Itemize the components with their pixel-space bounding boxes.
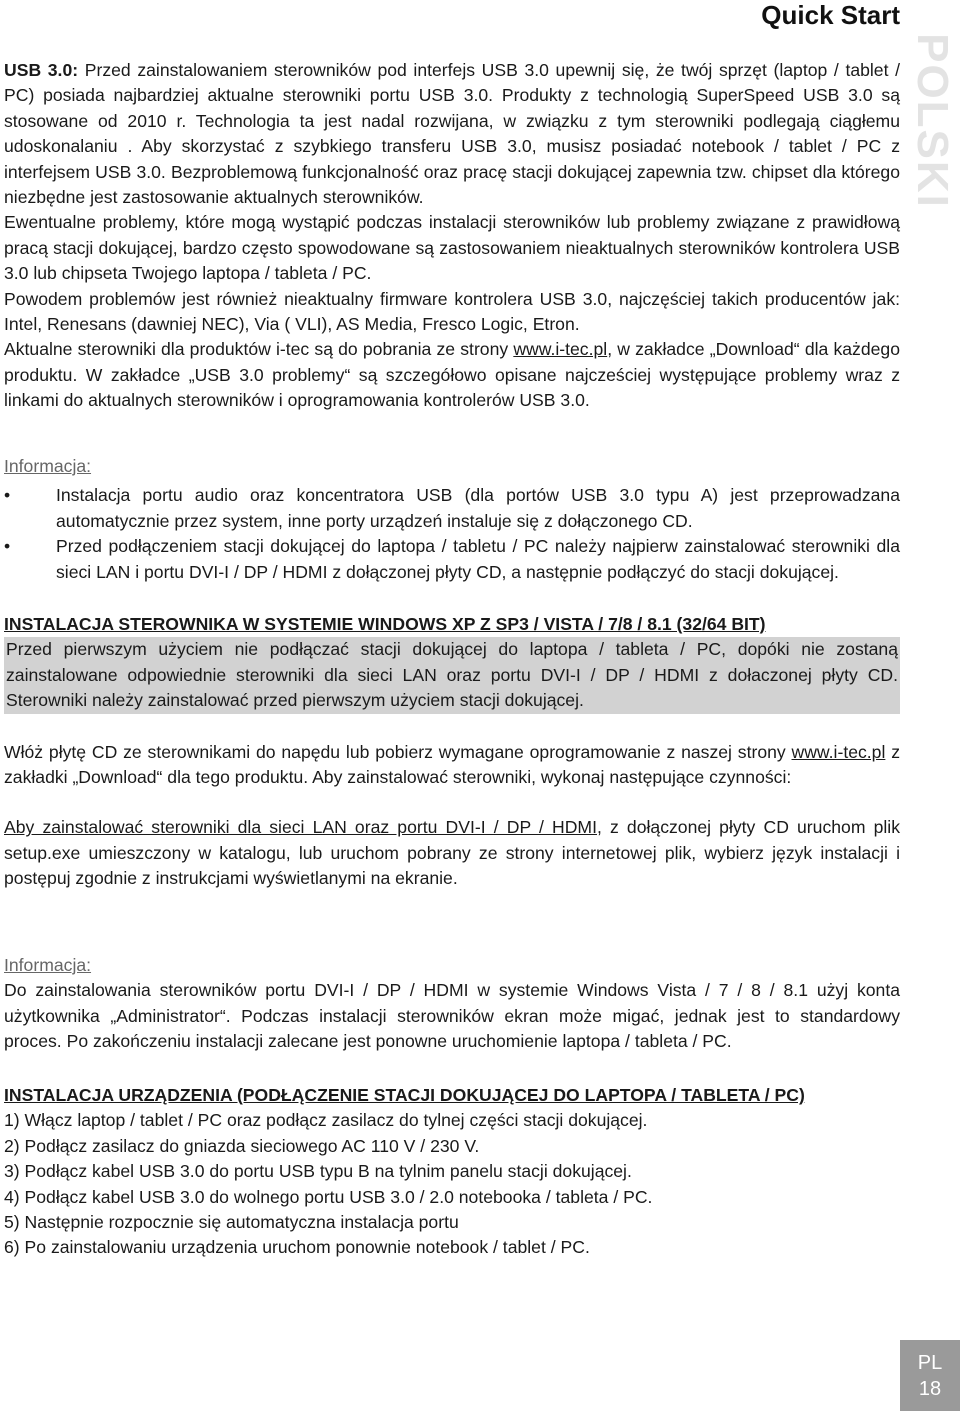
section-heading-device: INSTALACJA URZĄDZENIA (PODŁĄCZENIE STACJI DOKUJĄCEJ DO LAPTOPA / TABLETA / PC) <box>4 1085 805 1105</box>
cd-text-b: z zakładki „Download“ dla tego produktu. Aby zainstalować sterowniki, wykonaj następujące czynności: <box>4 741 900 788</box>
intro-paragraph-1 <box>4 58 900 210</box>
info-label-2: Informacja: <box>4 955 92 975</box>
info-text-2: Do zainstalowania sterowników portu DVI-I / DP / HDMI w systemie Windows Vista / 7 / 8 / 8.1 użyj konta użytkownika „Administrator“. Podczas instalacji sterowników ekran może migać, jednak jest to standardowy proces. Po zakończeniu instalacji zalecane jest ponowne uruchomienie laptopa / tableta / PC. <box>4 980 900 1052</box>
info-block-2 <box>4 953 900 1055</box>
install-step: 2) Podłącz zasilacz do gniazda sieciowego AC 110 V / 230 V. <box>4 1135 480 1156</box>
install-step: 5) Następnie rozpocznie się automatyczna instalacja portu <box>4 1212 459 1233</box>
info-bullet-text: Przed podłączeniem stacji dokującej do laptopa / tabletu / PC należy najpierw zainstalować sterowniki dla sieci LAN i portu DVI-I / DP / HDMI z dołączonej płyty CD, a następnie podłączyć do stacji dokującej. <box>56 536 900 582</box>
lan-driver-text: , z dołączonej płyty CD uruchom plik setup.exe umieszczony w katalogu, lub uruchom pobrany ze strony internetowej plik, wybierz język instalacji i postępuj zgodnie z instrukcjami wyświetlanymi na ekranie. <box>4 817 901 889</box>
side-language-text: POLSKI <box>908 33 957 209</box>
intro-paragraph-4 <box>4 337 900 413</box>
intro-text-4b: , w zakładce „Download“ dla każdego produktu. W zakładce „USB 3.0 problemy“ są szczegółowo opisane najcześciej występujące problemy wraz z linkami do aktualnych sterowników i oprogramowania kontrolerów USB 3.0. <box>4 339 900 411</box>
lan-driver-link: Aby zainstalować sterowniki dla sieci LAN oraz portu DVI-I / DP / HDMI <box>4 817 597 838</box>
driver-install-section <box>4 612 900 892</box>
website-link[interactable]: www.i-tec.pl <box>513 339 608 360</box>
warning-box: Przed pierwszym użyciem nie podłączać stacji dokującej do laptopa / tableta / PC, dopóki nie zostaną zainstalowane odpowiednie sterowniki dla sieci LAN oraz portu DVI-I / DP / HDMI z dołaczonej płyty CD. Sterowniki należy zainstalować przed pierwszym użyciem stacji dokującej. <box>4 637 900 713</box>
install-step: 4) Podłącz kabel USB 3.0 do wolnego portu USB 3.0 / 2.0 notebooka / tableta / PC. <box>4 1186 653 1207</box>
intro-text-4a: Aktualne sterowniki dla produktów i-tec są do pobrania ze strony <box>4 339 514 360</box>
install-steps-list <box>4 1108 900 1260</box>
intro-paragraph-2: Ewentualne problemy, które mogą wystąpić podczas instalacji sterowników lub problemy związane z prawidłową pracą stacji dokującej, bardzo często spowodowane są zastosowaniem nieaktualnych sterowników kontrolera USB 3.0 lub chipseta Twojego laptopa / tableta / PC. <box>4 212 900 284</box>
website-link-2[interactable]: www.i-tec.pl <box>791 741 886 762</box>
info-block-1 <box>4 454 900 585</box>
bullet-icon: • <box>4 536 11 557</box>
intro-section <box>4 58 900 414</box>
cd-instructions <box>4 740 900 791</box>
page-number-box <box>900 1340 960 1411</box>
page-header-title: Quick Start <box>761 0 900 30</box>
lan-driver-instructions <box>4 815 900 891</box>
intro-paragraph-3: Powodem problemów jest również nieaktualny firmware kontrolera USB 3.0, najczęściej takich producentów jak: Intel, Renesans (dawniej NEC), Via ( VLI), AS Media, Fresco Logic, Etron. <box>4 288 900 335</box>
footer-lang: PL <box>917 1352 943 1374</box>
device-install-section <box>4 1083 900 1261</box>
info-bullet-item <box>4 483 900 534</box>
install-step: 3) Podłącz kabel USB 3.0 do portu USB typu B na tylnim panelu stacji dokującej. <box>4 1161 632 1182</box>
install-step: 1) Włącz laptop / tablet / PC oraz podłącz zasilacz do tylnej części stacji dokującej. <box>4 1110 648 1131</box>
intro-text-1: Przed zainstalowaniem sterowników pod interfejs USB 3.0 upewnij się, że twój sprzęt (laptop / tablet / PC) posiada najbardziej aktualne sterowniki portu USB 3.0. Produkty z technologią SuperSpeed USB 3.0 są stosowane od 2010 r. Technologia ta jest nadal rozwijana, w związku z tym sterowniki podlegają ciągłemu udoskonalaniu . Aby skorzystać z szybkiego transferu USB 3.0, musisz posiadać notebook / tablet / PC z interfejsem USB 3.0. Bezproblemową funkcjonalność oraz pracę stacji dokującej zapewnia tzw. chipset dla którego niezbędne jest zastosowanie aktualnych sterowników. <box>4 60 901 208</box>
bullet-icon: • <box>4 485 11 506</box>
section-heading-driver: INSTALACJA STEROWNIKA W SYSTEMIE WINDOWS XP Z SP3 / VISTA / 7/8 / 8.1 (32/64 BIT) <box>4 614 766 634</box>
info-label: Informacja: <box>4 456 92 476</box>
usb-label: USB 3.0: <box>4 60 79 80</box>
install-step: 6) Po zainstalowaniu urządzenia uruchom ponownie notebook / tablet / PC. <box>4 1237 590 1258</box>
info-bullet-list <box>4 483 900 585</box>
side-language-label <box>904 33 960 209</box>
info-bullet-text: Instalacja portu audio oraz koncentratora USB (dla portów USB 3.0 typu A) jest przeprowadzana automatycznie przez system, inne porty urządzeń instaluje się z dołączonego CD. <box>56 485 900 531</box>
info-bullet-item <box>4 534 900 585</box>
page-number: 18 <box>918 1378 942 1400</box>
cd-text-a: Włóż płytę CD ze sterownikami do napędu lub pobierz wymagane oprogramowanie z naszej strony <box>4 741 792 762</box>
